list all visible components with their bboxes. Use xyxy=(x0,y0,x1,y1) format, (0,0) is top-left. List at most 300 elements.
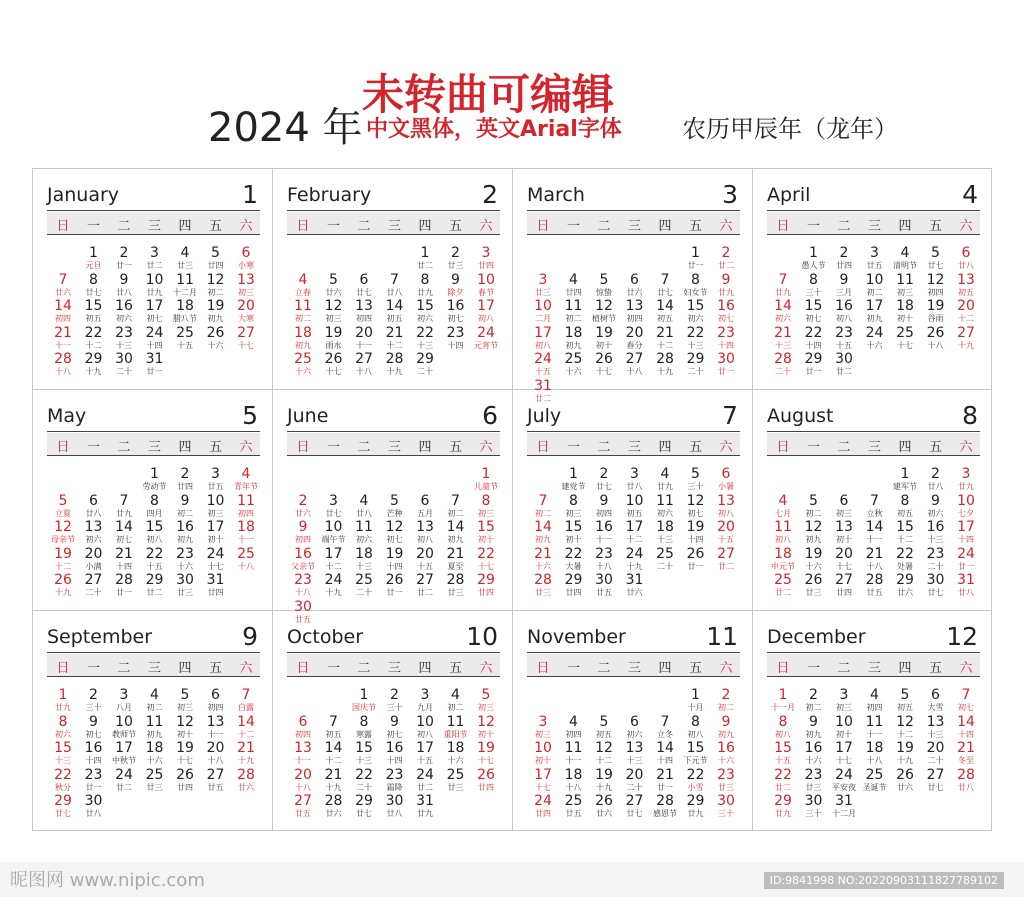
day-number: 9 xyxy=(931,492,940,509)
lunar-label: 十三 xyxy=(55,756,71,765)
day-cell xyxy=(558,741,590,767)
day-cell xyxy=(558,467,590,493)
lunar-label: 初四 xyxy=(238,508,254,518)
lunar-label: 廿一 xyxy=(146,367,163,376)
day-cell xyxy=(139,494,171,520)
day-number: 8 xyxy=(481,492,491,509)
lunar-label: 十四 xyxy=(85,756,102,765)
lunar-label: 廿四 xyxy=(535,809,551,818)
day-cell xyxy=(318,352,350,378)
day-cell xyxy=(680,246,712,272)
lunar-label: 初五 xyxy=(325,729,342,739)
day-number: 31 xyxy=(625,572,644,588)
day-cell xyxy=(649,467,681,493)
day-number: 6 xyxy=(961,245,971,261)
month-february xyxy=(274,170,512,390)
lunar-label: 劳动节 xyxy=(142,482,167,491)
lunar-label: 十二 xyxy=(958,314,974,323)
day-number: 15 xyxy=(564,519,583,535)
lunar-label: 十七 xyxy=(238,340,254,350)
lunar-label: 十四 xyxy=(146,340,163,350)
day-cell xyxy=(767,299,799,325)
lunar-label: 中元节 xyxy=(771,561,795,571)
day-grid xyxy=(47,246,261,386)
lunar-label: 建军节 xyxy=(893,482,917,491)
day-number: 11 xyxy=(355,519,373,535)
day-number: 4 xyxy=(359,492,369,509)
day-number: 4 xyxy=(180,245,190,261)
day-cell xyxy=(139,688,171,714)
day-number: 2 xyxy=(119,245,129,261)
weekday-label: 日 xyxy=(536,661,550,676)
grid-divider xyxy=(272,169,273,830)
day-cell xyxy=(588,520,620,546)
lunar-label: 初六 xyxy=(116,314,132,323)
weekday-label: 二 xyxy=(837,661,851,676)
header-rule xyxy=(767,431,980,432)
lunar-label: 立冬 xyxy=(657,729,673,739)
day-cell xyxy=(619,794,651,820)
day-number: 22 xyxy=(686,324,705,341)
day-number: 15 xyxy=(804,298,823,314)
day-number: 10 xyxy=(115,713,133,730)
day-cell xyxy=(619,273,651,299)
day-number: 12 xyxy=(595,740,613,756)
day-number: 28 xyxy=(534,572,552,588)
month-may xyxy=(34,391,272,611)
day-cell xyxy=(680,494,712,520)
day-cell xyxy=(588,467,620,493)
month-number: 8 xyxy=(962,401,978,430)
day-cell xyxy=(798,573,830,599)
day-cell xyxy=(200,494,232,520)
day-cell xyxy=(287,273,319,299)
day-cell xyxy=(379,547,411,573)
day-cell xyxy=(200,273,232,299)
lunar-label: 初三 xyxy=(177,703,193,712)
lunar-label: 初二 xyxy=(805,703,822,712)
weekday-label: 五 xyxy=(688,440,702,455)
lunar-label: 十六 xyxy=(805,561,822,571)
day-number: 27 xyxy=(835,572,853,588)
lunar-label: 初六 xyxy=(356,535,372,544)
day-number: 10 xyxy=(534,298,552,314)
day-number: 29 xyxy=(355,793,373,809)
weekday-label: 一 xyxy=(806,661,820,676)
day-cell xyxy=(78,688,110,714)
lunar-label: 十五 xyxy=(535,367,551,376)
day-cell xyxy=(798,273,830,299)
lunar-label: 十四 xyxy=(687,535,704,544)
weekday-label: 一 xyxy=(326,661,340,676)
weekday-label: 六 xyxy=(239,661,253,676)
day-cell xyxy=(379,520,411,546)
day-number: 24 xyxy=(416,766,434,783)
day-number: 27 xyxy=(294,793,312,809)
day-cell xyxy=(139,715,171,741)
day-cell xyxy=(78,768,110,794)
lunar-label: 初七 xyxy=(85,729,102,739)
day-number: 17 xyxy=(835,740,853,756)
day-number: 27 xyxy=(206,766,225,783)
day-cell xyxy=(169,768,201,794)
lunar-label: 廿一 xyxy=(116,261,132,270)
day-number: 3 xyxy=(538,713,548,730)
lunar-label: 初二 xyxy=(565,314,582,323)
header-rule xyxy=(527,455,740,456)
day-cell xyxy=(950,299,982,325)
day-number: 25 xyxy=(774,572,792,588)
day-number: 21 xyxy=(115,545,133,562)
day-cell xyxy=(828,688,860,714)
day-number: 13 xyxy=(206,713,225,730)
weekday-label: 六 xyxy=(959,661,973,676)
day-number: 5 xyxy=(900,687,910,703)
day-cell xyxy=(920,741,952,767)
day-cell xyxy=(680,794,712,820)
weekday-label: 一 xyxy=(566,440,580,455)
day-grid xyxy=(527,688,741,828)
lunar-label: 初九 xyxy=(447,535,464,544)
weekday-label: 二 xyxy=(837,219,851,234)
day-number: 14 xyxy=(534,519,552,535)
weekday-label: 日 xyxy=(536,440,550,455)
header-rule xyxy=(527,652,740,653)
day-cell xyxy=(287,715,319,741)
lunar-label: 惊蛰 xyxy=(596,287,612,297)
day-cell xyxy=(859,741,891,767)
day-cell xyxy=(139,520,171,546)
day-cell xyxy=(798,768,830,794)
lunar-label: 初二 xyxy=(447,508,464,518)
header-rule xyxy=(287,652,500,653)
lunar-label: 十二 xyxy=(626,535,643,544)
lunar-label: 廿八 xyxy=(958,782,974,792)
lunar-label: 初六 xyxy=(417,314,433,323)
day-number: 7 xyxy=(329,713,338,730)
lunar-label: 初六 xyxy=(775,314,791,323)
day-cell xyxy=(710,688,742,714)
day-number: 18 xyxy=(896,298,914,314)
lunar-label: 初二 xyxy=(207,287,224,297)
day-cell xyxy=(558,520,590,546)
lunar-label: 初八 xyxy=(478,314,494,323)
month-number: 1 xyxy=(242,180,258,209)
day-number: 23 xyxy=(84,766,103,783)
day-number: 2 xyxy=(390,687,399,703)
day-number: 23 xyxy=(115,324,133,341)
day-cell xyxy=(558,794,590,820)
day-number: 5 xyxy=(809,492,818,509)
day-cell xyxy=(588,715,620,741)
lunar-label: 感恩节 xyxy=(653,809,677,818)
day-number: 14 xyxy=(385,298,404,314)
lunar-label: 廿二 xyxy=(146,588,163,597)
lunar-label: 二十 xyxy=(775,367,791,376)
lunar-label: 廿四 xyxy=(207,588,224,597)
day-number: 15 xyxy=(686,298,705,314)
lunar-label: 初五 xyxy=(626,508,643,518)
day-cell xyxy=(619,299,651,325)
day-number: 26 xyxy=(926,324,945,341)
day-cell xyxy=(920,326,952,352)
day-number: 7 xyxy=(241,687,251,703)
lunar-label: 十一 xyxy=(596,535,612,544)
lunar-label: 初十 xyxy=(177,729,193,739)
lunar-label: 廿三 xyxy=(805,782,822,792)
lunar-label: 廿八 xyxy=(85,809,102,818)
weekday-label: 一 xyxy=(86,440,100,455)
day-cell xyxy=(169,741,201,767)
lunar-label: 初九 xyxy=(866,314,883,323)
day-cell xyxy=(950,547,982,573)
day-number: 9 xyxy=(298,519,308,535)
day-number: 1 xyxy=(809,245,818,261)
day-cell xyxy=(47,741,79,767)
weekday-label: 四 xyxy=(418,661,432,676)
day-number: 24 xyxy=(534,351,552,367)
lunar-label: 廿一 xyxy=(657,782,673,792)
day-number: 24 xyxy=(206,545,225,562)
lunar-label: 十八 xyxy=(295,588,311,597)
lunar-label: 十七 xyxy=(596,367,612,376)
day-number: 23 xyxy=(926,545,945,562)
lunar-label: 十四 xyxy=(386,756,403,765)
lunar-year-title: 农历甲辰年（龙年） xyxy=(682,115,898,143)
day-cell xyxy=(379,352,411,378)
header-rule xyxy=(47,676,260,677)
lunar-label: 廿三 xyxy=(177,588,193,597)
lunar-label: 初三 xyxy=(535,729,551,739)
day-cell xyxy=(230,768,262,794)
lunar-label: 除夕 xyxy=(447,287,464,297)
lunar-label: 廿四 xyxy=(565,588,582,597)
lunar-label: 初七 xyxy=(687,508,704,518)
day-cell xyxy=(710,246,742,272)
day-cell xyxy=(767,326,799,352)
day-cell xyxy=(440,741,472,767)
day-cell xyxy=(950,688,982,714)
lunar-label: 初十 xyxy=(836,535,852,544)
lunar-label: 十六 xyxy=(866,340,883,350)
day-cell xyxy=(440,326,472,352)
lunar-label: 廿七 xyxy=(927,588,944,597)
lunar-label: 十月 xyxy=(687,703,704,712)
day-number: 15 xyxy=(896,519,914,535)
day-cell xyxy=(828,246,860,272)
day-cell xyxy=(139,467,171,493)
weekday-label: 四 xyxy=(178,440,192,455)
weekday-label: 一 xyxy=(806,219,820,234)
day-cell xyxy=(139,246,171,272)
month-number: 4 xyxy=(962,180,978,209)
weekday-header xyxy=(47,433,260,455)
lunar-label: 十二 xyxy=(55,561,71,571)
day-number: 6 xyxy=(211,687,220,703)
day-cell xyxy=(950,326,982,352)
lunar-label: 廿六 xyxy=(596,809,612,818)
day-cell xyxy=(588,299,620,325)
day-number: 28 xyxy=(115,572,133,588)
day-cell xyxy=(287,794,319,820)
day-cell xyxy=(889,741,921,767)
day-number: 12 xyxy=(176,713,194,730)
day-number: 13 xyxy=(355,298,373,314)
day-number: 8 xyxy=(778,713,788,730)
day-cell xyxy=(767,794,799,820)
lunar-label: 十三 xyxy=(417,340,433,350)
day-number: 19 xyxy=(206,298,225,314)
day-number: 11 xyxy=(656,492,674,509)
day-number: 13 xyxy=(237,271,255,288)
day-number: 7 xyxy=(961,687,971,703)
lunar-label: 初五 xyxy=(897,508,913,518)
lunar-label: 二十 xyxy=(356,588,372,597)
day-cell xyxy=(619,326,651,352)
day-number: 5 xyxy=(481,687,491,703)
day-number: 16 xyxy=(717,740,735,756)
day-number: 23 xyxy=(804,766,823,783)
day-number: 8 xyxy=(569,492,578,509)
day-cell xyxy=(588,547,620,573)
day-cell xyxy=(47,688,79,714)
day-number: 28 xyxy=(865,572,884,588)
day-grid xyxy=(287,246,501,386)
weekday-label: 三 xyxy=(387,219,401,234)
day-cell xyxy=(139,299,171,325)
lunar-label: 初七 xyxy=(386,535,403,544)
day-cell xyxy=(318,741,350,767)
lunar-label: 廿四 xyxy=(836,588,852,597)
lunar-label: 立夏 xyxy=(55,508,71,518)
weekday-label: 一 xyxy=(326,219,340,234)
lunar-label: 廿九 xyxy=(687,809,704,818)
day-cell xyxy=(78,741,110,767)
day-number: 17 xyxy=(865,298,884,314)
day-cell xyxy=(649,273,681,299)
day-number: 13 xyxy=(926,713,945,730)
day-cell xyxy=(78,246,110,272)
lunar-label: 廿三 xyxy=(535,588,551,597)
lunar-label: 十六 xyxy=(805,756,822,765)
lunar-label: 二月 xyxy=(535,314,551,323)
weekday-label: 六 xyxy=(239,219,253,234)
lunar-label: 初四 xyxy=(626,314,643,323)
lunar-label: 廿二 xyxy=(116,782,132,792)
day-cell xyxy=(348,688,380,714)
lunar-label: 廿四 xyxy=(478,782,494,792)
weekday-label: 二 xyxy=(357,440,371,455)
day-cell xyxy=(950,273,982,299)
day-cell xyxy=(649,547,681,573)
day-cell xyxy=(470,467,502,493)
weekday-header xyxy=(47,654,260,676)
day-number: 17 xyxy=(324,545,343,562)
day-number: 6 xyxy=(630,271,639,288)
lunar-label: 十八 xyxy=(565,782,582,792)
day-grid xyxy=(767,467,981,607)
day-number: 30 xyxy=(926,572,945,588)
lunar-label: 初四 xyxy=(596,508,612,518)
day-cell xyxy=(588,326,620,352)
lunar-label: 廿八 xyxy=(85,508,102,518)
lunar-label: 十三 xyxy=(775,340,791,350)
lunar-label: 廿八 xyxy=(958,588,974,597)
day-number: 26 xyxy=(54,572,72,588)
day-cell xyxy=(828,520,860,546)
month-name: October xyxy=(287,626,364,648)
lunar-label: 三十 xyxy=(805,287,822,297)
lunar-label: 十四 xyxy=(805,340,822,350)
lunar-label: 国庆节 xyxy=(352,703,376,712)
day-cell xyxy=(798,688,830,714)
day-number: 31 xyxy=(835,793,853,809)
day-cell xyxy=(379,326,411,352)
lunar-label: 初三 xyxy=(897,287,913,297)
lunar-label: 愚人节 xyxy=(801,261,826,270)
day-cell xyxy=(139,573,171,599)
day-number: 13 xyxy=(294,740,312,756)
day-cell xyxy=(710,352,742,378)
day-number: 16 xyxy=(446,298,465,314)
header-rule xyxy=(767,652,980,653)
weekday-label: 六 xyxy=(479,219,493,234)
day-number: 14 xyxy=(54,298,72,314)
day-number: 1 xyxy=(359,687,369,703)
lunar-label: 十二月 xyxy=(832,809,856,818)
lunar-label: 廿五 xyxy=(565,809,582,818)
day-number: 31 xyxy=(957,572,975,588)
lunar-label: 廿一 xyxy=(958,561,974,571)
day-number: 20 xyxy=(625,324,644,341)
day-cell xyxy=(859,494,891,520)
day-number: 9 xyxy=(721,713,731,730)
day-cell xyxy=(527,741,559,767)
day-cell xyxy=(169,715,201,741)
day-cell xyxy=(588,741,620,767)
day-cell xyxy=(680,273,712,299)
day-cell xyxy=(230,246,262,272)
day-cell xyxy=(527,573,559,599)
lunar-label: 初五 xyxy=(958,287,974,297)
lunar-label: 冬至 xyxy=(958,756,974,765)
weekday-label: 三 xyxy=(627,219,641,234)
lunar-label: 廿三 xyxy=(177,261,193,270)
lunar-label: 十二 xyxy=(325,756,342,765)
day-number: 30 xyxy=(294,598,312,615)
grid-divider xyxy=(512,169,513,830)
day-cell xyxy=(619,768,651,794)
lunar-label: 廿二 xyxy=(535,393,551,403)
month-december xyxy=(754,612,992,832)
day-cell xyxy=(798,794,830,820)
lunar-label: 廿三 xyxy=(535,287,551,297)
lunar-label: 初五 xyxy=(897,703,913,712)
month-april xyxy=(754,170,992,390)
day-number: 4 xyxy=(569,271,578,288)
day-number: 25 xyxy=(564,793,583,809)
month-name: August xyxy=(767,405,834,427)
weekday-label: 五 xyxy=(688,219,702,234)
header-rule xyxy=(47,234,260,235)
day-cell xyxy=(798,494,830,520)
lunar-label: 初三 xyxy=(565,508,582,518)
day-number: 13 xyxy=(84,519,103,535)
day-number: 30 xyxy=(115,351,133,367)
lunar-label: 大暑 xyxy=(565,561,582,571)
lunar-label: 廿八 xyxy=(386,809,403,818)
day-number: 8 xyxy=(359,713,369,730)
